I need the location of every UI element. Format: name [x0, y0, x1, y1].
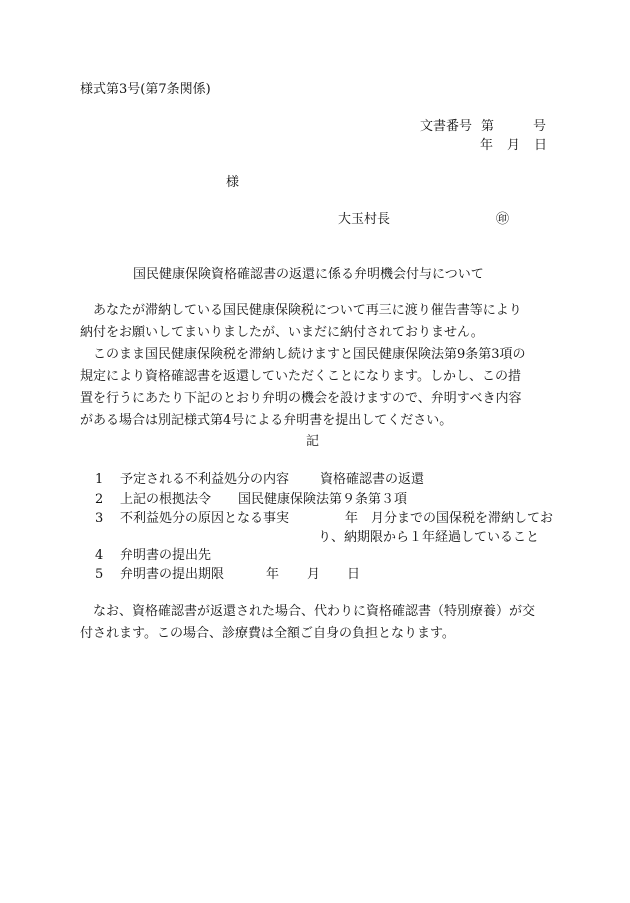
doc-number-dai: 第: [481, 119, 495, 134]
item-label: 予定される不利益処分の内容: [120, 472, 290, 487]
note-line: なお、資格確認書が返還された場合、代わりに資格確認書（特別療養）が交: [93, 604, 536, 619]
deadline-year: 年: [266, 567, 280, 582]
body-paragraph-1: [80, 300, 550, 344]
item-value: 資格確認書の返還: [320, 472, 425, 487]
seal-mark: ㊞: [496, 212, 510, 227]
deadline-day: 日: [347, 567, 361, 582]
deadline-month: 月: [307, 567, 321, 582]
doc-number-label: 文書番号: [420, 119, 473, 134]
note-paragraph: [80, 601, 550, 645]
note-line: 付されます。この場合、診療費は全額ご自身の負担となります。: [80, 626, 455, 641]
item-number: 3: [95, 511, 104, 526]
date-day: 日: [534, 138, 548, 153]
body-line: 規定により資格確認書を返還していただくことになります。しかし、この措: [80, 369, 521, 384]
item-number: 5: [95, 567, 104, 582]
item-label: 不利益処分の原因となる事実: [120, 511, 290, 526]
item-label: 上記の根拠法令: [120, 492, 212, 507]
item-label: 弁明書の提出先: [120, 548, 212, 563]
item-number: 2: [95, 492, 104, 507]
body-line: がある場合は別記様式第4号による弁明書を提出してください。: [80, 413, 453, 428]
date-month: 月: [507, 138, 521, 153]
item-number: 4: [95, 548, 104, 563]
document-title: 国民健康保険資格確認書の返還に係る弁明機会付与について: [133, 267, 484, 282]
sender-name: 大玉村長: [338, 212, 391, 227]
doc-number-gou: 号: [533, 119, 547, 134]
body-line: あなたが滞納している国民健康保険税について再三に渡り催告書等により: [93, 303, 522, 318]
item-value: 年 月分までの国保税を滞納してお: [345, 511, 554, 526]
item-label: 弁明書の提出期限: [120, 567, 225, 582]
body-paragraph-2: [80, 344, 550, 432]
date-year: 年: [480, 138, 494, 153]
addressee-suffix: 様: [226, 175, 240, 190]
body-line: このまま国民健康保険税を滞納し続けますと国民健康保険法第9条第3項の: [93, 347, 526, 362]
body-line: 置を行うにあたり下記のとおり弁明の機会を設けますので、弁明すべき内容: [80, 391, 522, 406]
item-value: 国民健康保険法第９条第３項: [238, 492, 408, 507]
form-label: 様式第3号(第7条関係): [80, 82, 211, 97]
ki-heading: 記: [306, 434, 320, 449]
item-number: 1: [95, 472, 104, 487]
item-value-continued: り、納期限から１年経過していること: [318, 530, 540, 545]
body-line: 納付をお願いしてまいりましたが、いまだに納付されておりません。: [80, 325, 484, 340]
